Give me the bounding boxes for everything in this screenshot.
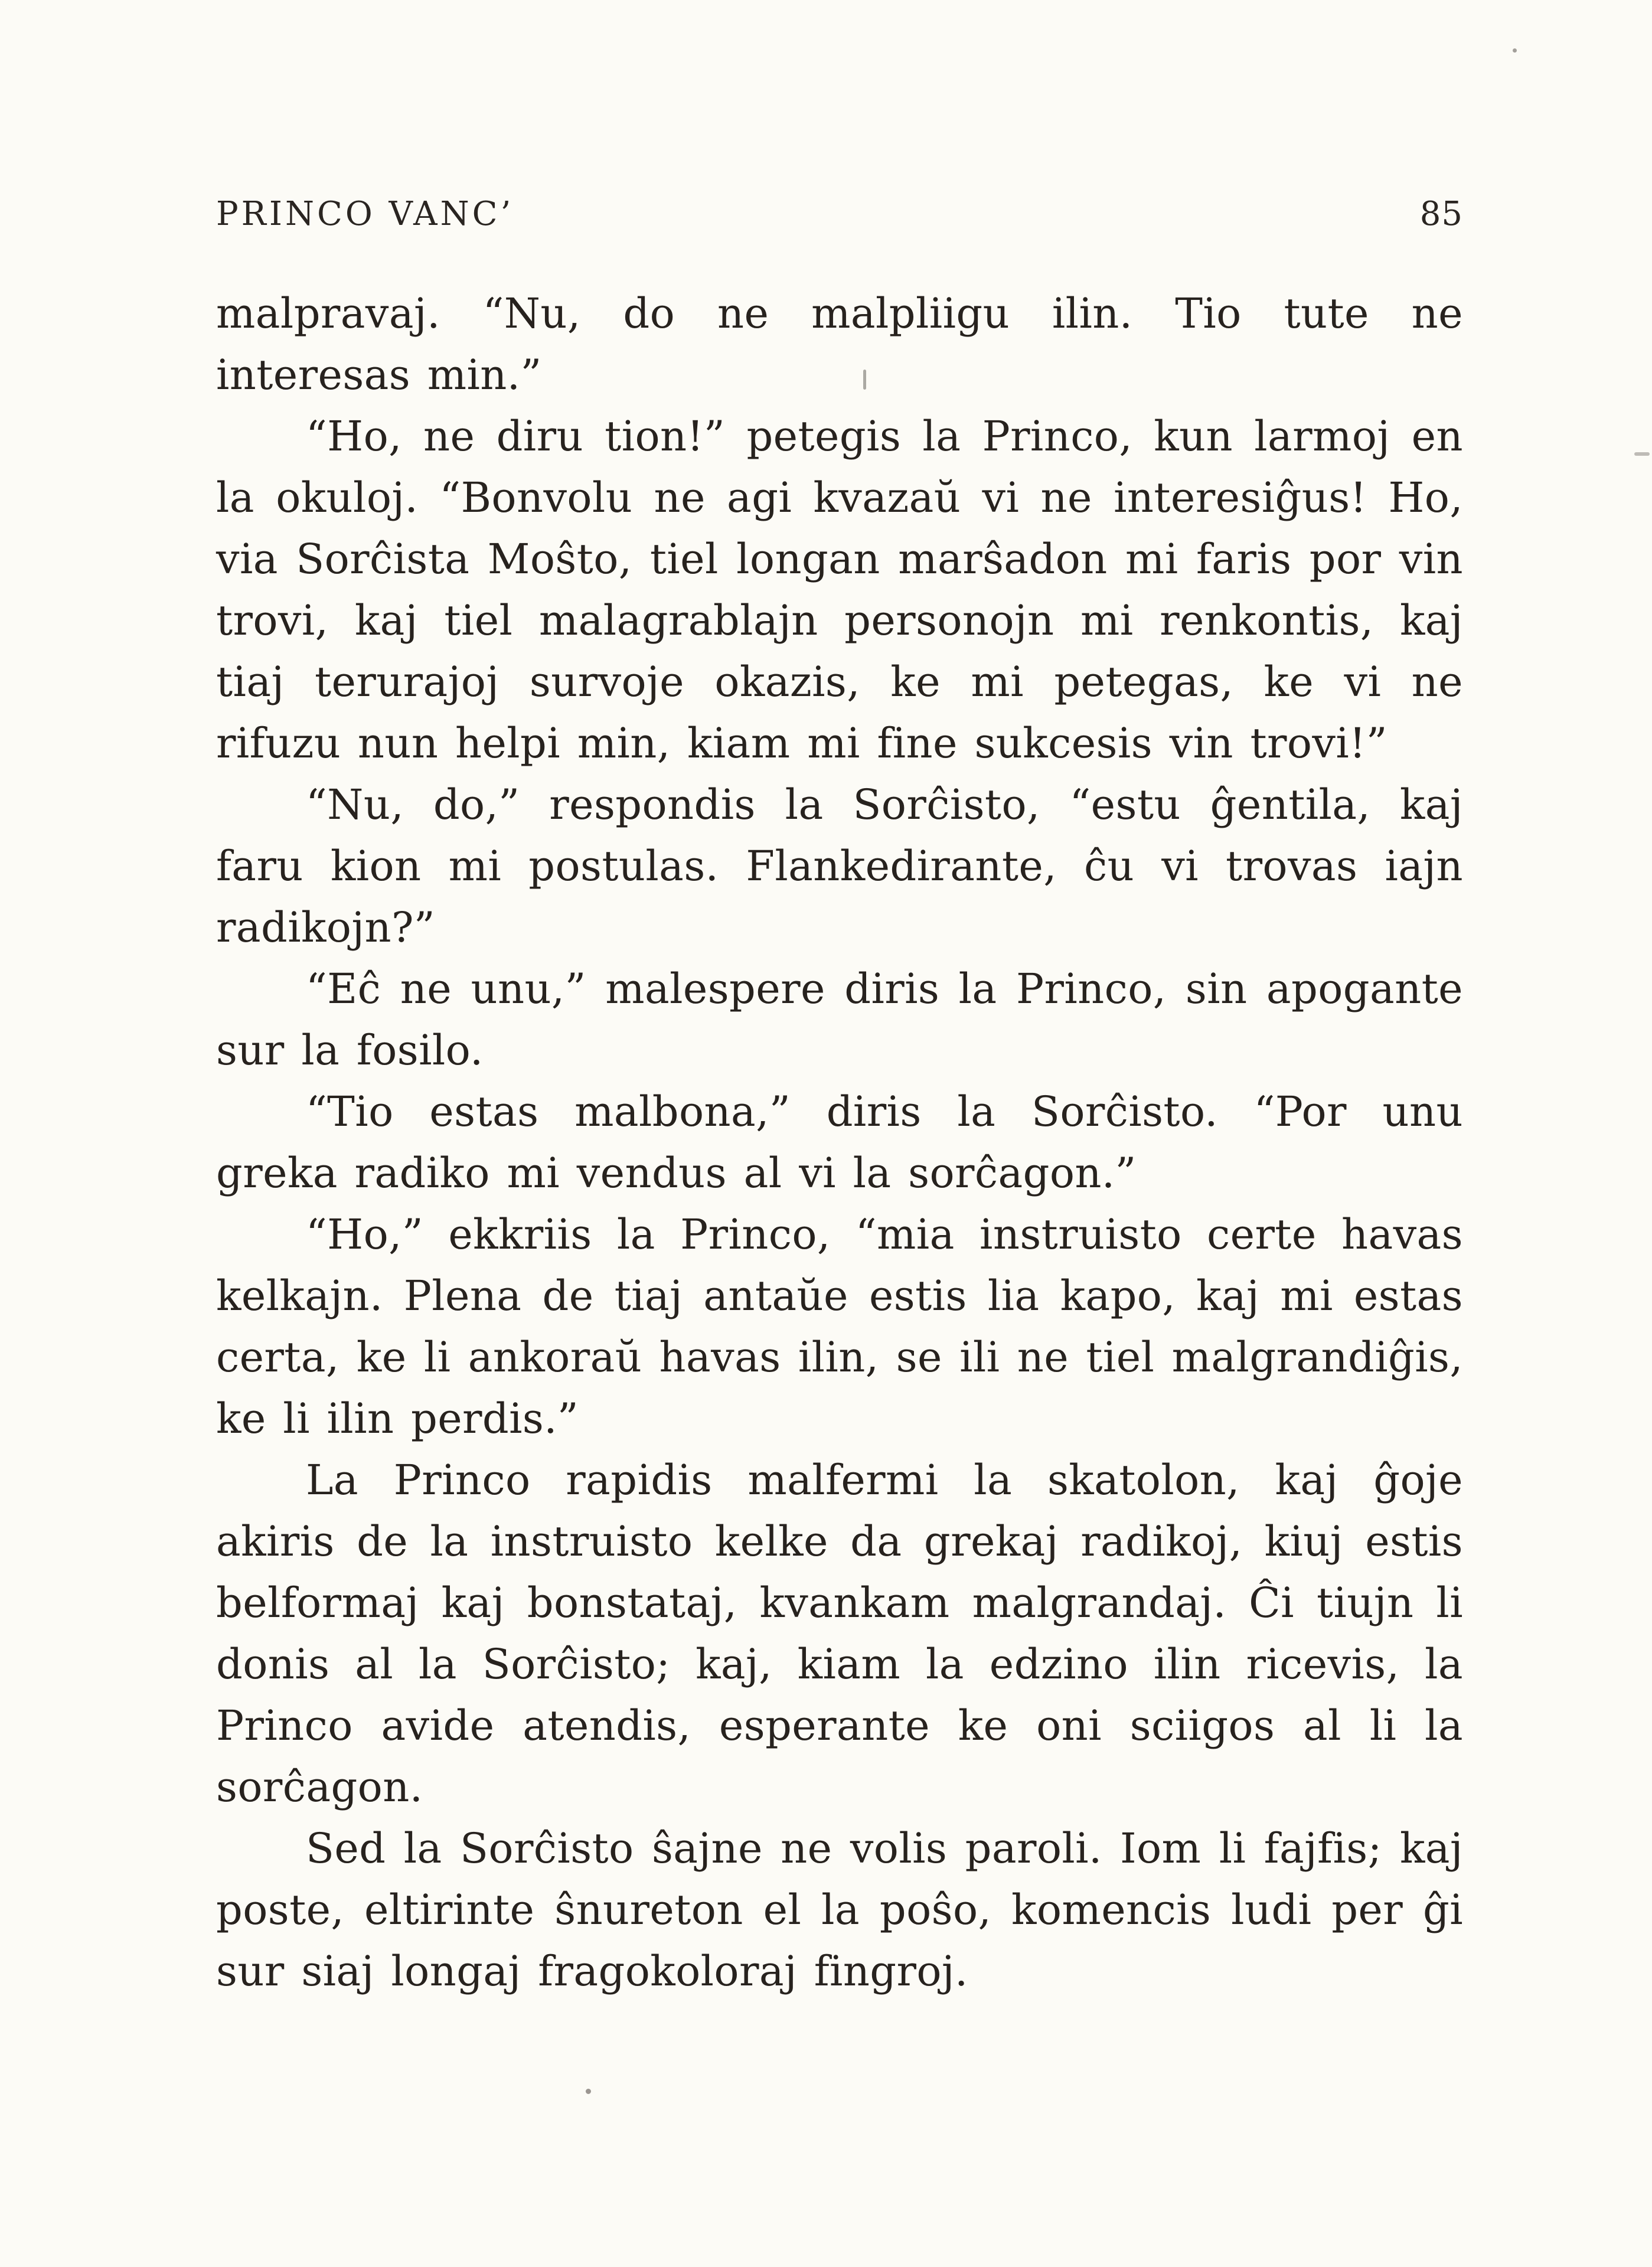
running-title: PRINCO VANC’	[216, 195, 514, 233]
paragraph: malpravaj. “Nu, do ne malpliigu ilin. Tio tute ne interesas min.”	[216, 289, 1463, 399]
paragraph: Sed la Sorĉisto ŝajne ne volis paroli. Iom li fajfis; kaj poste, eltirinte ŝnureton el la poŝo, komencis ludi per ĝi sur siaj longaj fragokoloraj fingroj.	[216, 1824, 1463, 1995]
scan-artifact	[586, 2089, 591, 2094]
scan-artifact	[863, 370, 866, 390]
paragraph: “Tio estas malbona,” diris la Sorĉisto. “Por unu greka radiko mi vendus al vi la sorĉagon.”	[216, 1087, 1463, 1197]
paragraph: “Eĉ ne unu,” malespere diris la Princo, sin apogante sur la fosilo.	[216, 965, 1463, 1074]
body-text	[216, 283, 1463, 2002]
scan-artifact	[1634, 452, 1650, 456]
page-number: 85	[1419, 195, 1463, 233]
paragraph: “Ho,” ekkriis la Princo, “mia instruisto certe havas kelkajn. Plena de tiaj antaŭe estis lia kapo, kaj mi estas certa, ke li ankoraŭ havas ilin, se ili ne tiel malgrandiĝis, ke li ilin perdis.”	[216, 1210, 1463, 1443]
page-header	[216, 195, 1463, 233]
scan-artifact	[1513, 48, 1517, 53]
text-block	[216, 195, 1463, 2002]
paragraph: “Nu, do,” respondis la Sorĉisto, “estu ĝentila, kaj faru kion mi postulas. Flankedirante, ĉu vi trovas iajn radikojn?”	[216, 780, 1463, 952]
paragraph: La Princo rapidis malfermi la skatolon, kaj ĝoje akiris de la instruisto kelke da grekaj radikoj, kiuj estis belformaj kaj bonstataj, kvankam malgrandaj. Ĉi tiujn li donis al la Sorĉisto; kaj, kiam la edzino ilin ricevis, la Princo avide atendis, esperante ke oni sciigos al li la sorĉagon.	[216, 1456, 1463, 1811]
paragraph: “Ho, ne diru tion!” petegis la Princo, kun larmoj en la okuloj. “Bonvolu ne agi kvazaŭ vi ne interesiĝus! Ho, via Sorĉista Moŝto, tiel longan marŝadon mi faris por vin trovi, kaj tiel malagrablajn personojn mi renkontis, kaj tiaj terurajoj survoje okazis, ke mi petegas, ke vi ne rifuzu nun helpi min, kiam mi fine sukcesis vin trovi!”	[216, 412, 1463, 767]
